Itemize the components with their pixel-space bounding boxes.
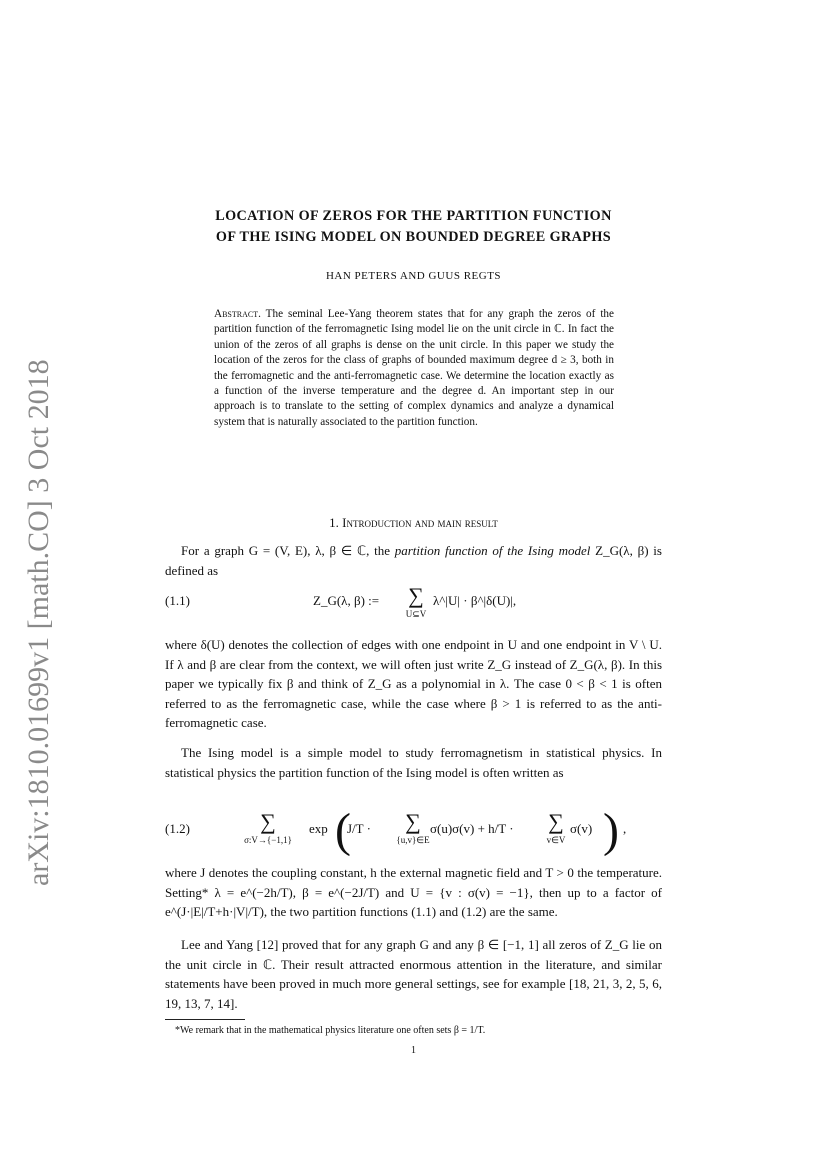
eq2-end: , [623,821,627,836]
section-number: 1. [329,515,339,530]
eq2-outer-sum [227,809,309,845]
sum-symbol: ∑ [408,583,424,608]
para1-start: For a graph G = (V, E), λ, β ∈ ℂ, the [181,543,395,558]
eq2-label: (1.2) [165,821,190,836]
eq1-sum [401,583,431,620]
eq2-sum-index-1: σ:V→{−1,1} [244,835,292,845]
paragraph-2: where δ(U) denotes the collection of edges with one endpoint in U and one endpoint in V \ U. If λ and β are clear from the context, we will often just write Z_G instead of Z_G(λ, β). In this paper we typically fix β and think of Z_G as a polynomial in λ. The case 0 < β < 1 is often referred to as the ferromagnetic case, while the case where β > 1 is referred to as the anti-ferromagnetic case. [165,637,662,730]
equation-1-2 [165,805,662,861]
authors: HAN PETERS AND GUUS REGTS [325,270,502,282]
abstract [214,307,614,430]
paper-title [140,206,687,248]
footnote-rule [165,1019,245,1020]
eq2-term-3: σ(v) [570,821,593,836]
paragraph-4: where J denotes the coupling constant, h the external magnetic field and T > 0 the temperature. Setting* λ = e^(−2h/T), β = e^(−2J/T) and U = {v : σ(v) = −1}, then up to a factor of e^(J·|E|/T+h·|V|/T), the two partition functions (1.1) and (1.2) are the same. [165,865,662,919]
sum-symbol: ∑ [548,809,564,834]
right-paren: ) [603,804,619,857]
eq2-term-1: J/T · [347,821,371,836]
abstract-label: Abstract. [214,308,261,320]
eq2-sum-index-3: v∈V [546,835,566,845]
eq2-exp: exp [309,821,328,836]
eq2-term-2: σ(u)σ(v) + h/T · [430,821,514,836]
eq2-inner-sum-2 [541,809,571,846]
paragraph-3: The Ising model is a simple model to study ferromagnetism in statistical physics. In statistical physics the partition function of the Ising model is often written as [165,745,662,780]
title-line-1: LOCATION OF ZEROS FOR THE PARTITION FUNCTION [215,208,612,224]
left-paren: ( [335,804,351,857]
eq2-sum-index-2: {u,v}∈E [396,835,430,845]
paragraph-5: Lee and Yang [12] proved that for any graph G and any β ∈ [−1, 1] all zeros of Z_G lie on the unit circle in ℂ. Their result attracted enormous attention in the literature, and similar statements have been proved in much more general settings, see for example [18, 21, 3, 2, 5, 6, 19, 13, 7, 14]. [165,937,662,1011]
para1-emphasis: partition function of the Ising model [394,543,591,558]
sum-symbol: ∑ [260,809,276,834]
abstract-text: The seminal Lee-Yang theorem states that for any graph the zeros of the partition function of the ferromagnetic Ising model lie on the unit circle in ℂ. In fact the union of the zeros of all graphs is dense on the unit circle. In this paper we study the location of the zeros for the class of graphs of bounded maximum degree d ≥ 3, both in the ferromagnetic and the anti-ferromagnetic case. We determine the location exactly as a function of the inverse temperature and the degree d. An important step in our approach is to translate to the setting of complex dynamics and analyze a dynamical system that is naturally associated to the partition function. [214,308,614,428]
para1-end: Z_G(λ, β) is defined as [165,543,662,578]
page-number: 1 [411,1045,416,1056]
eq1-lhs: Z_G(λ, β) := [313,593,380,608]
eq1-label: (1.1) [165,593,190,608]
eq1-sum-index: U⊆V [405,609,427,619]
paragraph-1 [165,541,662,580]
sum-symbol: ∑ [405,809,421,834]
section-title: Introduction and main result [342,515,498,530]
equation-1-1 [165,583,662,631]
footnote: *We remark that in the mathematical physics literature one often sets β = 1/T. [175,1025,486,1036]
eq1-rhs: λ^|U| · β^|δ(U)|, [433,593,517,608]
arxiv-margin-id: arXiv:1810.01699v1 [math.CO] 3 Oct 2018 [22,359,55,886]
section-heading [140,515,687,531]
title-line-2: OF THE ISING MODEL ON BOUNDED DEGREE GRAPHS [215,229,612,245]
